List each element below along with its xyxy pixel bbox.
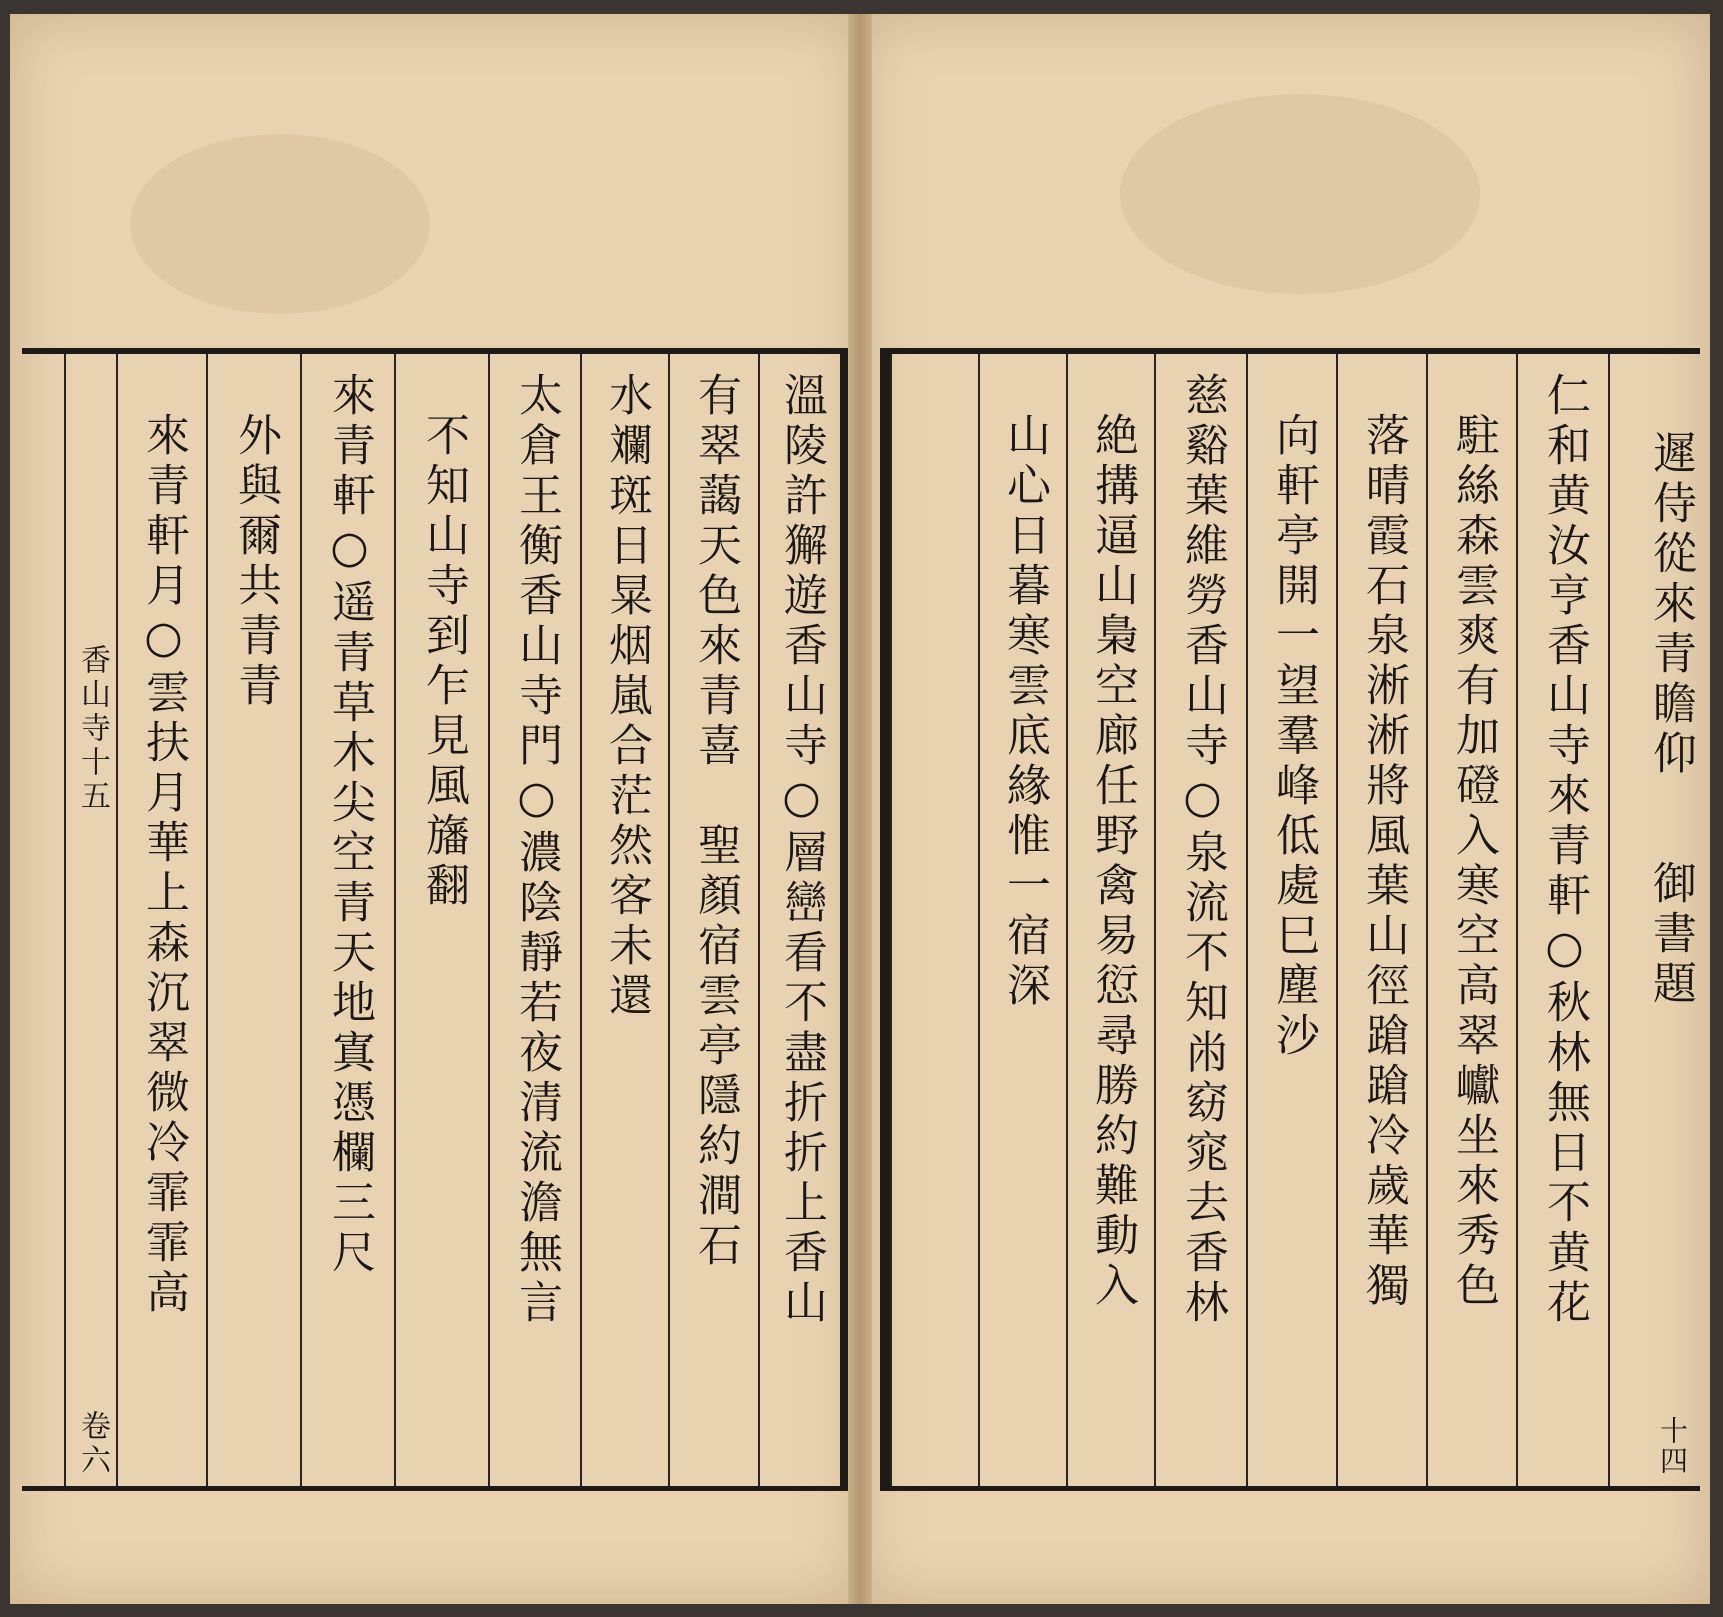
book-gutter bbox=[848, 14, 872, 1604]
text-column-with-signature bbox=[1608, 354, 1702, 1486]
text-column bbox=[580, 354, 670, 1486]
column-text: 向軒亭開一望羣峰低處巳塵沙 bbox=[1268, 412, 1319, 1062]
text-column bbox=[1516, 354, 1610, 1486]
left-page-frame bbox=[22, 348, 848, 1491]
center-fold-column bbox=[64, 354, 118, 1486]
signature-text: 御書題 bbox=[1645, 860, 1696, 1010]
text-column bbox=[1426, 354, 1518, 1486]
text-column bbox=[116, 354, 208, 1486]
text-column bbox=[488, 354, 582, 1486]
column-text: 外與爾共青青 bbox=[230, 412, 281, 712]
paper-stain bbox=[1120, 94, 1480, 294]
column-text: 來青軒月○雲扶月華上森沉翠微冷霏霏高 bbox=[138, 412, 189, 1319]
column-text: 水斕斑日㫧烟嵐合茫然客未還 bbox=[601, 372, 652, 1022]
column-text: 有翠藹天色來青喜 聖顏宿雲亭隱約澗石 bbox=[690, 372, 741, 1272]
column-text: 慈谿葉維勞香山寺○泉流不知㡀窈窕去香林 bbox=[1177, 372, 1228, 1329]
paper-stain bbox=[130, 134, 430, 314]
column-text: 遲侍從來青瞻仰 bbox=[1645, 430, 1696, 780]
right-page-frame bbox=[880, 348, 1700, 1491]
column-text: 溫陵許獬遊香山寺○層巒看不盡折折上香山 bbox=[776, 372, 827, 1329]
book-section-title: 香山寺十五 bbox=[75, 644, 110, 814]
column-text: 不知山寺到乍見風旛翻 bbox=[418, 412, 469, 912]
text-column bbox=[206, 354, 302, 1486]
column-text: 太倉王衡香山寺門○濃陰靜若夜清流澹無言 bbox=[511, 372, 562, 1329]
text-column bbox=[1336, 354, 1428, 1486]
empty-column bbox=[890, 354, 980, 1486]
text-column bbox=[978, 354, 1068, 1486]
text-column bbox=[668, 354, 760, 1486]
column-text: 絶搆逼山梟空廊任野禽易愆尋勝約難動入 bbox=[1087, 412, 1138, 1312]
column-text: 來青軒○遥青草木尖空青天地寘憑欄三尺 bbox=[324, 372, 375, 1279]
text-column bbox=[1246, 354, 1338, 1486]
volume-label: 卷六 bbox=[75, 1410, 110, 1478]
text-column bbox=[758, 354, 842, 1486]
text-column bbox=[394, 354, 490, 1486]
column-text: 落晴霞石泉淅淅將風葉山徑蹌蹌冷歲華獨 bbox=[1358, 412, 1409, 1312]
text-column bbox=[300, 354, 396, 1486]
text-column bbox=[1066, 354, 1156, 1486]
text-column bbox=[1154, 354, 1248, 1486]
page-number: 十四 bbox=[1656, 1416, 1689, 1476]
column-text: 仁和黄汝亨香山寺來青軒○秋林無日不黄花 bbox=[1539, 372, 1590, 1329]
column-text: 山心日暮寒雲底緣惟一宿深 bbox=[999, 412, 1050, 1012]
column-text: 駐絲森雲爽有加磴入寒空高翠巘坐來秀色 bbox=[1448, 412, 1499, 1312]
